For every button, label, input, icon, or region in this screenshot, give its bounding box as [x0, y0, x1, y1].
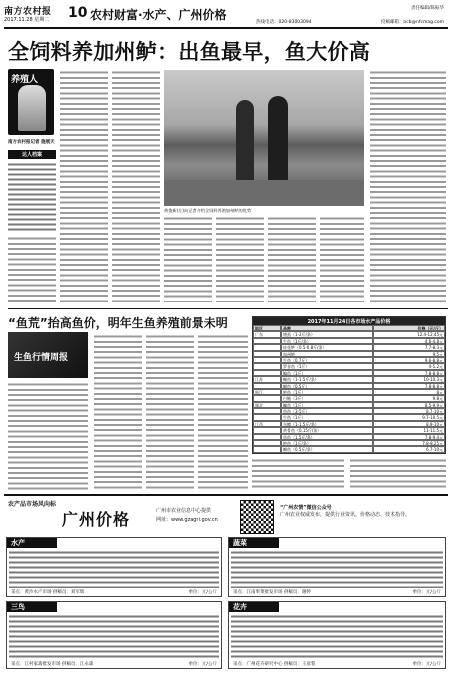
price-table-cell: 9.6-8.8元 [373, 357, 445, 363]
qr-caption: “广州农情”微信公众号 [280, 505, 332, 511]
price-table-cell: 9.8元 [373, 395, 445, 401]
section-title: 农村财富·水产、广州价格 [90, 8, 227, 22]
price-table-cell: 生鱼（1斤） [281, 414, 373, 420]
price-table-body [253, 325, 445, 453]
price-table-cell: 湖北 [253, 402, 281, 408]
price-table-cell: 草鱼（3-5斤） [281, 408, 373, 414]
lead-body-col-5 [268, 216, 316, 302]
editor-line: 责任编辑/陈振华 [410, 6, 444, 11]
panel-vegetables-unit: 单位：元/公斤 [412, 590, 441, 595]
price-table-cell: 江苏 [253, 376, 281, 382]
price-table-cell: 7.8-8.8元 [373, 370, 445, 376]
qr-text: 广州农业权威发布，提供行业资讯、价格动态、技术指导。 [280, 512, 411, 518]
panel-vegetables [228, 537, 446, 597]
second-body-col-1 [8, 382, 88, 490]
column-badge-label: 养殖人 [11, 75, 39, 85]
price-table-cell: 桂花鲈（0.5-0.8斤/条） [281, 344, 373, 350]
price-table-cell: 7.8-8.25元 [373, 440, 445, 446]
price-table-cell: 7.7-8.3元 [373, 344, 445, 350]
person-right [268, 96, 288, 180]
lead-photo [164, 70, 364, 206]
price-table-row [253, 446, 445, 452]
panel-flowers-footer: 采点：广州花卉研究中心 供稿员：王彦蓉 [233, 662, 316, 667]
price-table-cell: 塘虱（1-2斤/条） [281, 331, 373, 337]
price-table-cell: 7.8-9.4元 [373, 434, 445, 440]
price-table-cell: 8元 [373, 389, 445, 395]
email: 投稿邮箱：ncb@nfcmag.com [380, 20, 444, 25]
portrait-image [18, 85, 46, 131]
price-table-header-cell: 品种 [281, 325, 373, 331]
price-table-cell: 12.4-12.45元 [373, 331, 445, 337]
qr-code [240, 500, 274, 534]
panel-aquatic-footer: 采点：黄沙水产市场 供稿员：刘军辉 [11, 590, 85, 595]
second-body-col-3 [146, 334, 194, 490]
page-number: 10 [68, 5, 88, 21]
panel-vegetables-title: 蔬菜 [229, 538, 279, 548]
panel-flowers [228, 601, 446, 669]
table-note-col-1 [252, 458, 344, 490]
table-note-col-2 [350, 458, 446, 490]
price-table-title: 2017年11月24日各市场水产品价格 [253, 317, 445, 325]
lead-body-col-4 [216, 216, 264, 302]
second-body-col-4 [198, 334, 248, 490]
second-body-col-2 [94, 334, 142, 490]
panel-poultry-footer: 采点：江村家禽批发市场 供稿员：江永森 [11, 662, 94, 667]
price-table-cell: 4.6-4.8元 [373, 338, 445, 344]
price-table-cell: 鳊鱼（1斤） [281, 370, 373, 376]
panel-flowers-table [231, 614, 443, 658]
price-table-cell: 罗非鱼（1斤） [281, 363, 373, 369]
price-table-cell: 黄骨鱼（0.15斤/条） [281, 427, 373, 433]
panel-flowers-title: 花卉 [229, 602, 279, 612]
price-table-cell: 白鲢（3斤） [281, 395, 373, 401]
price-table-cell: 6.7-10元 [373, 446, 445, 452]
price-table-header-cell: 地区 [253, 325, 281, 331]
price-table-cell: 9.5元 [373, 351, 445, 357]
price-table-cell: 鲈鱼（1斤/条） [281, 440, 373, 446]
lead-body-col-2 [112, 70, 160, 302]
masthead-rule [4, 27, 448, 29]
bottom-section-label: 农产品市场风向标 [8, 501, 57, 508]
lead-body-col-7 [370, 70, 446, 302]
masthead [4, 3, 448, 30]
price-table-header-cell: 价格（元/斤） [373, 325, 445, 331]
panel-aquatic [6, 537, 222, 597]
price-table-cell: 8.7-10元 [373, 408, 445, 414]
price-table-cell: 生鱼（0.7斤） [281, 357, 373, 363]
price-table-cell: 4-5.2元 [373, 363, 445, 369]
panel-flowers-unit: 单位：元/公斤 [412, 662, 441, 667]
profile-label-text: 达人档案 [21, 152, 42, 158]
price-table-cell: 8.9-10元 [373, 421, 445, 427]
weekly-badge [8, 332, 88, 378]
panel-vegetables-footer: 采点：江南果菜批发市场 供稿员：谢婷 [233, 590, 311, 595]
bottom-source: 广州市农业信息中心提供 [156, 508, 212, 514]
price-table-cell: 8.5-9.9元 [373, 402, 445, 408]
panel-aquatic-title: 水产 [7, 538, 57, 548]
price-table-cell: 生鱼（1斤/条） [281, 338, 373, 344]
panel-aquatic-table [9, 550, 219, 588]
panel-aquatic-unit: 单位：元/公斤 [188, 590, 217, 595]
price-table-cell: 广东 [253, 331, 281, 337]
price-table-cell: 9.7-10.5元 [373, 414, 445, 420]
price-table [252, 316, 446, 454]
byline: 南方农村报记者 施展天 [8, 140, 55, 145]
panel-vegetables-table [231, 550, 443, 588]
person-left [236, 100, 254, 180]
profile-label [8, 150, 56, 159]
section-divider [8, 308, 448, 309]
photo-caption: 黄俊新(左)向记者介绍全饲料养殖加州鲈的优势 [164, 208, 252, 213]
price-table-cell: 鲫鱼（0.5斤） [281, 383, 373, 389]
column-badge [8, 69, 54, 135]
hotline: 热线电话：020-83003094 [256, 20, 312, 25]
second-headline: “鱼荒”抬高鱼价，明年生鱼养殖前景未明 [8, 316, 228, 330]
lead-body-col-3 [164, 216, 212, 302]
issue-date: 2017.11.28 星期二 [4, 17, 50, 23]
price-table-cell [253, 446, 281, 452]
price-table-cell: 11-11.5元 [373, 427, 445, 433]
left-column-text [8, 236, 56, 302]
price-table-cell: 江西 [253, 421, 281, 427]
panel-poultry-unit: 单位：元/公斤 [188, 662, 217, 667]
lead-headline: 全饲料养加州鲈：出鱼最早，鱼大价高 [8, 40, 371, 64]
price-table-cell: 草鱼（1.5斤/条） [281, 434, 373, 440]
price-table-cell: 鲫鱼（0.5斤/条） [281, 446, 373, 452]
weekly-badge-text: 生鱼行情周报 [14, 353, 69, 363]
profile-text [8, 162, 56, 232]
bottom-title: 广州价格 [62, 510, 131, 529]
price-table-cell: 10-10.3元 [373, 376, 445, 382]
panel-poultry-table [9, 614, 219, 658]
price-table-cell: 鳜鱼（1-1.5斤/条） [281, 376, 373, 382]
price-table-cell: 鳙鱼（1斤） [281, 402, 373, 408]
lead-body-col-6 [320, 216, 364, 302]
price-table-cell: 乌鳢（1-1.5斤/条） [281, 421, 373, 427]
panel-poultry-title: 三鸟 [7, 602, 57, 612]
price-table-cell: 7.8-8.8元 [373, 383, 445, 389]
newspaper-logo: 南方农村报 [4, 7, 52, 17]
bottom-website: 网址：www.gzagri.gov.cn [156, 517, 218, 523]
pond-water [164, 180, 364, 206]
lead-body-col-1 [60, 70, 108, 302]
price-table-cell: 鲈鱼（1斤） [281, 389, 373, 395]
panel-poultry [6, 601, 222, 669]
bottom-divider [4, 494, 448, 496]
price-table-cell: 浙江 [253, 389, 281, 395]
price-table-cell: 加州鲈 [281, 351, 373, 357]
